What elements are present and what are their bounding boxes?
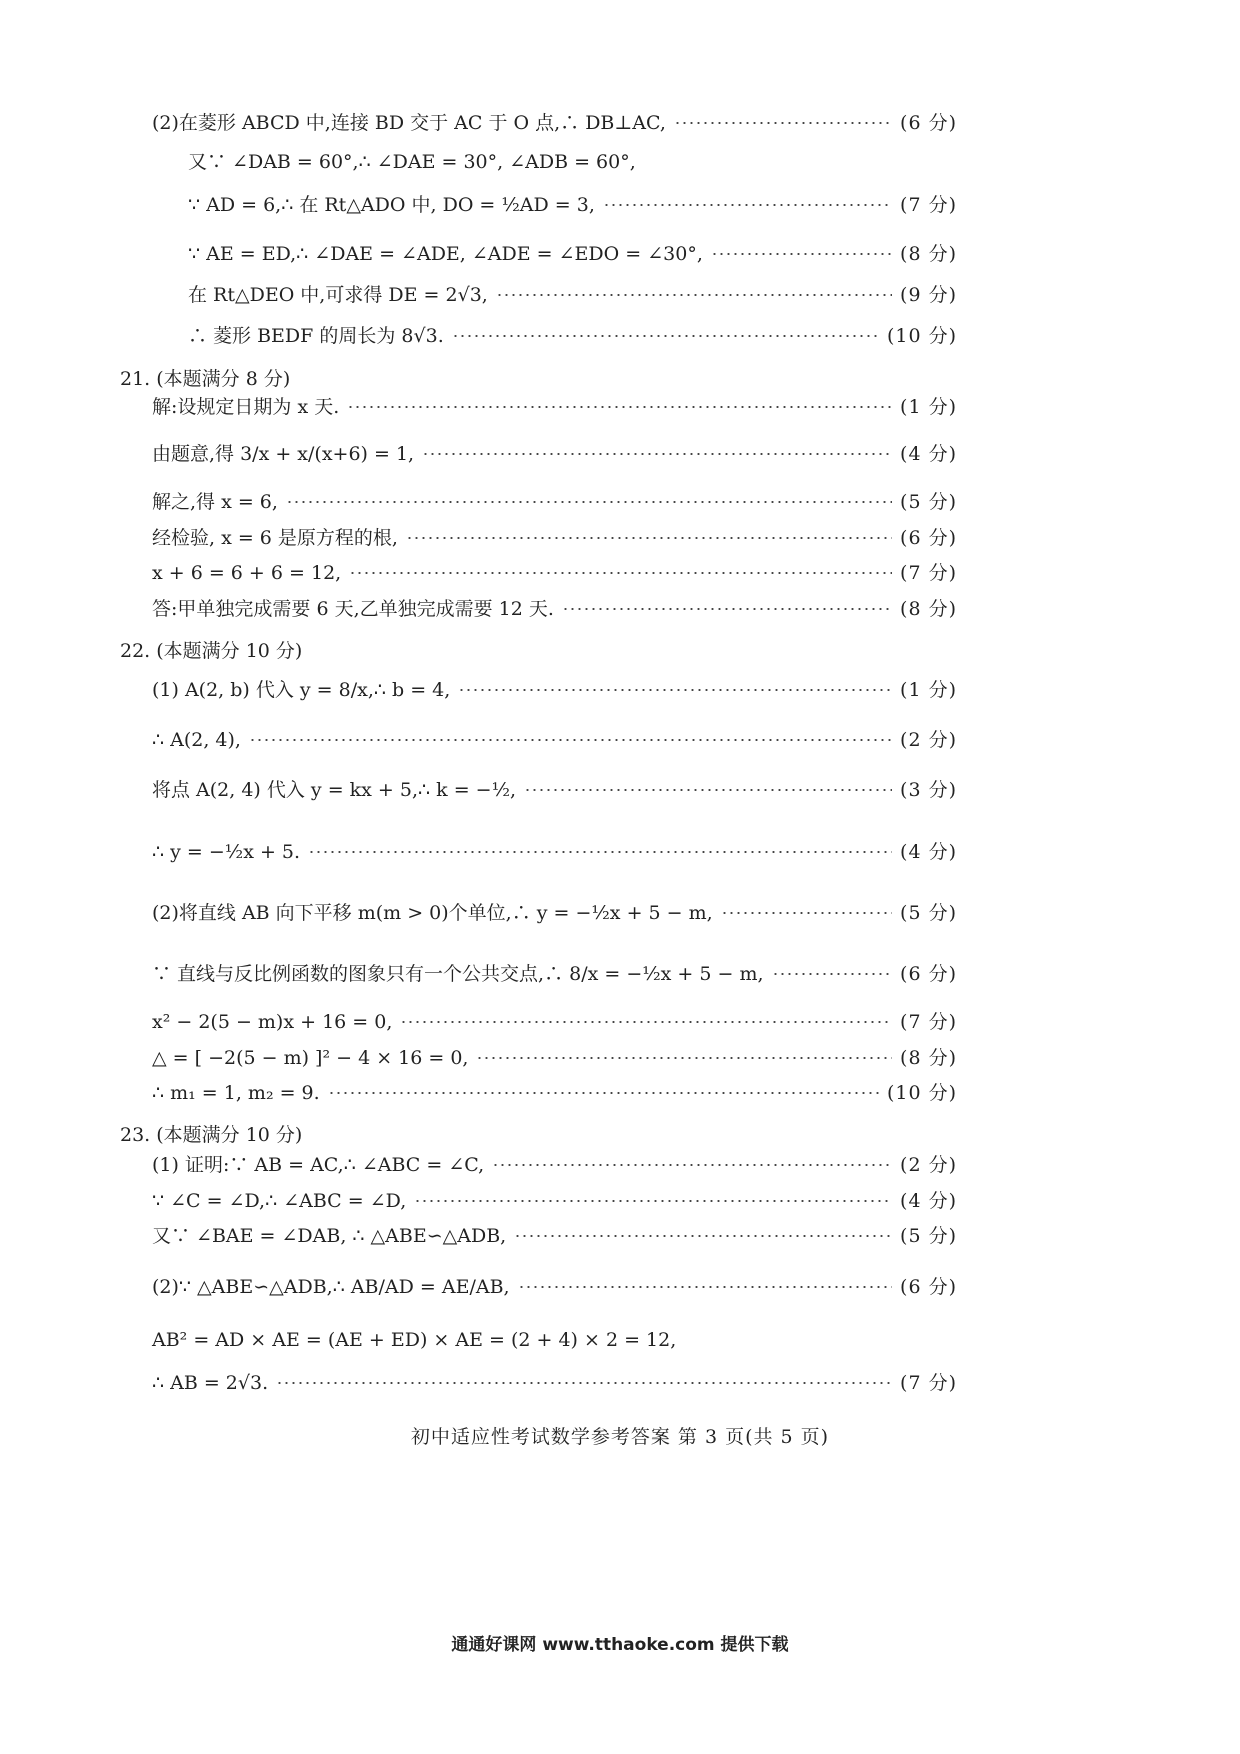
solution-line bbox=[188, 142, 957, 182]
leader-dots bbox=[458, 689, 892, 691]
solution-line bbox=[152, 893, 957, 933]
line-text: (1) A(2, b) 代入 y = 8/x,∴ b = 4, bbox=[152, 678, 451, 701]
solution-line bbox=[152, 589, 957, 629]
score-label: (7 分) bbox=[900, 1371, 957, 1394]
leader-dots bbox=[514, 1235, 892, 1237]
solution-line bbox=[152, 720, 957, 760]
line-text: (2)∵ △ABE∽△ADB,∴ AB/AD = AE/AB, bbox=[152, 1275, 510, 1298]
solution-line bbox=[152, 1216, 957, 1256]
solution-line bbox=[152, 954, 957, 994]
leader-dots bbox=[249, 739, 892, 741]
solution-line bbox=[152, 103, 957, 143]
leader-dots bbox=[276, 1382, 892, 1384]
leader-dots bbox=[349, 572, 892, 574]
line-text: (2)在菱形 ABCD 中,连接 BD 交于 AC 于 O 点,∴ DB⊥AC, bbox=[152, 111, 666, 134]
score-label: (8 分) bbox=[900, 1046, 957, 1069]
line-text: ∴ 菱形 BEDF 的周长为 8√3. bbox=[188, 324, 444, 347]
score-label: (5 分) bbox=[900, 490, 957, 513]
score-label: (4 分) bbox=[900, 1189, 957, 1212]
score-label: (2 分) bbox=[900, 1153, 957, 1176]
line-text: 答:甲单独完成需要 6 天,乙单独完成需要 12 天. bbox=[152, 597, 554, 620]
score-label: (7 分) bbox=[900, 1010, 957, 1033]
line-text: 在 Rt△DEO 中,可求得 DE = 2√3, bbox=[188, 283, 488, 306]
solution-line bbox=[152, 482, 957, 522]
solution-line bbox=[152, 1038, 957, 1078]
line-text: x² − 2(5 − m)x + 16 = 0, bbox=[152, 1010, 393, 1033]
leader-dots bbox=[400, 1021, 892, 1023]
line-text: 由题意,得 3/x + x/(x+6) = 1, bbox=[152, 442, 415, 465]
solution-line bbox=[152, 518, 957, 558]
score-label: (8 分) bbox=[900, 242, 957, 265]
solution-line bbox=[152, 1145, 957, 1185]
score-label: (1 分) bbox=[900, 395, 957, 418]
score-label: (7 分) bbox=[900, 193, 957, 216]
question-heading: 21. (本题满分 8 分) bbox=[120, 368, 291, 390]
question-heading: 23. (本题满分 10 分) bbox=[120, 1124, 303, 1146]
solution-line bbox=[152, 434, 957, 474]
leader-dots bbox=[286, 501, 892, 503]
score-label: (2 分) bbox=[900, 728, 957, 751]
solution-line bbox=[188, 185, 957, 225]
solution-line bbox=[152, 1002, 957, 1042]
line-text: ∴ y = −½x + 5. bbox=[152, 840, 301, 863]
score-label: (5 分) bbox=[900, 1224, 957, 1247]
question-heading: 22. (本题满分 10 分) bbox=[120, 640, 303, 662]
line-text: (1) 证明:∵ AB = AC,∴ ∠ABC = ∠C, bbox=[152, 1153, 485, 1176]
score-label: (1 分) bbox=[900, 678, 957, 701]
line-text: x + 6 = 6 + 6 = 12, bbox=[152, 561, 342, 584]
score-label: (5 分) bbox=[900, 901, 957, 924]
line-text: 又∵ ∠BAE = ∠DAB, ∴ △ABE∽△ADB, bbox=[152, 1224, 507, 1247]
leader-dots bbox=[496, 294, 892, 296]
score-label: (10 分) bbox=[886, 324, 957, 347]
leader-dots bbox=[452, 335, 879, 337]
solution-line bbox=[152, 1320, 957, 1360]
leader-dots bbox=[308, 851, 892, 853]
line-text: 将点 A(2, 4) 代入 y = kx + 5,∴ k = −½, bbox=[152, 778, 517, 801]
solution-line bbox=[152, 387, 957, 427]
solution-line bbox=[152, 670, 957, 710]
score-label: (8 分) bbox=[900, 597, 957, 620]
solution-line bbox=[188, 275, 957, 315]
line-text: ∵ AE = ED,∴ ∠DAE = ∠ADE, ∠ADE = ∠EDO = ∠30°, bbox=[188, 242, 703, 265]
line-text: ∵ 直线与反比例函数的图象只有一个公共交点,∴ 8/x = −½x + 5 − m, bbox=[152, 962, 764, 985]
leader-dots bbox=[476, 1057, 892, 1059]
leader-dots bbox=[422, 453, 892, 455]
score-label: (10 分) bbox=[886, 1081, 957, 1104]
solution-line bbox=[188, 234, 957, 274]
score-label: (9 分) bbox=[900, 283, 957, 306]
score-label: (3 分) bbox=[900, 778, 957, 801]
leader-dots bbox=[562, 608, 892, 610]
line-text: 解:设规定日期为 x 天. bbox=[152, 395, 340, 418]
line-text: 经检验, x = 6 是原方程的根, bbox=[152, 526, 398, 549]
source-note: 通通好课网 www.tthaoke.com 提供下载 bbox=[451, 1635, 789, 1655]
line-text: 又∵ ∠DAB = 60°,∴ ∠DAE = 30°, ∠ADB = 60°, bbox=[188, 150, 636, 173]
solution-line bbox=[152, 553, 957, 593]
page-footer: 初中适应性考试数学参考答案 第 3 页(共 5 页) bbox=[410, 1426, 830, 1448]
line-text: △ = [ −2(5 − m) ]² − 4 × 16 = 0, bbox=[152, 1046, 469, 1069]
line-text: ∴ m₁ = 1, m₂ = 9. bbox=[152, 1081, 320, 1104]
leader-dots bbox=[492, 1164, 892, 1166]
leader-dots bbox=[772, 973, 893, 975]
leader-dots bbox=[328, 1092, 879, 1094]
leader-dots bbox=[524, 789, 892, 791]
line-text: (2)将直线 AB 向下平移 m(m > 0)个单位,∴ y = −½x + 5 − m, bbox=[152, 901, 713, 924]
score-label: (6 分) bbox=[900, 111, 957, 134]
leader-dots bbox=[721, 912, 892, 914]
line-text: 解之,得 x = 6, bbox=[152, 490, 278, 513]
line-text: ∵ ∠C = ∠D,∴ ∠ABC = ∠D, bbox=[152, 1189, 407, 1212]
score-label: (7 分) bbox=[900, 561, 957, 584]
solution-line bbox=[152, 770, 957, 810]
line-text: ∵ AD = 6,∴ 在 Rt△ADO 中, DO = ½AD = 3, bbox=[188, 193, 595, 216]
leader-dots bbox=[414, 1200, 892, 1202]
solution-line bbox=[152, 1363, 957, 1403]
leader-dots bbox=[347, 406, 892, 408]
leader-dots bbox=[674, 122, 892, 124]
score-label: (4 分) bbox=[900, 840, 957, 863]
score-label: (6 分) bbox=[900, 526, 957, 549]
solution-line bbox=[152, 1181, 957, 1221]
leader-dots bbox=[603, 204, 892, 206]
leader-dots bbox=[518, 1286, 892, 1288]
leader-dots bbox=[406, 537, 892, 539]
score-label: (6 分) bbox=[900, 962, 957, 985]
score-label: (6 分) bbox=[900, 1275, 957, 1298]
line-text: ∴ AB = 2√3. bbox=[152, 1371, 269, 1394]
solution-line bbox=[152, 1267, 957, 1307]
score-label: (4 分) bbox=[900, 442, 957, 465]
solution-line bbox=[188, 316, 957, 356]
line-text: AB² = AD × AE = (AE + ED) × AE = (2 + 4) × 2 = 12, bbox=[152, 1328, 677, 1351]
line-text: ∴ A(2, 4), bbox=[152, 728, 241, 751]
solution-line bbox=[152, 1073, 957, 1113]
solution-line bbox=[152, 832, 957, 872]
leader-dots bbox=[711, 253, 892, 255]
